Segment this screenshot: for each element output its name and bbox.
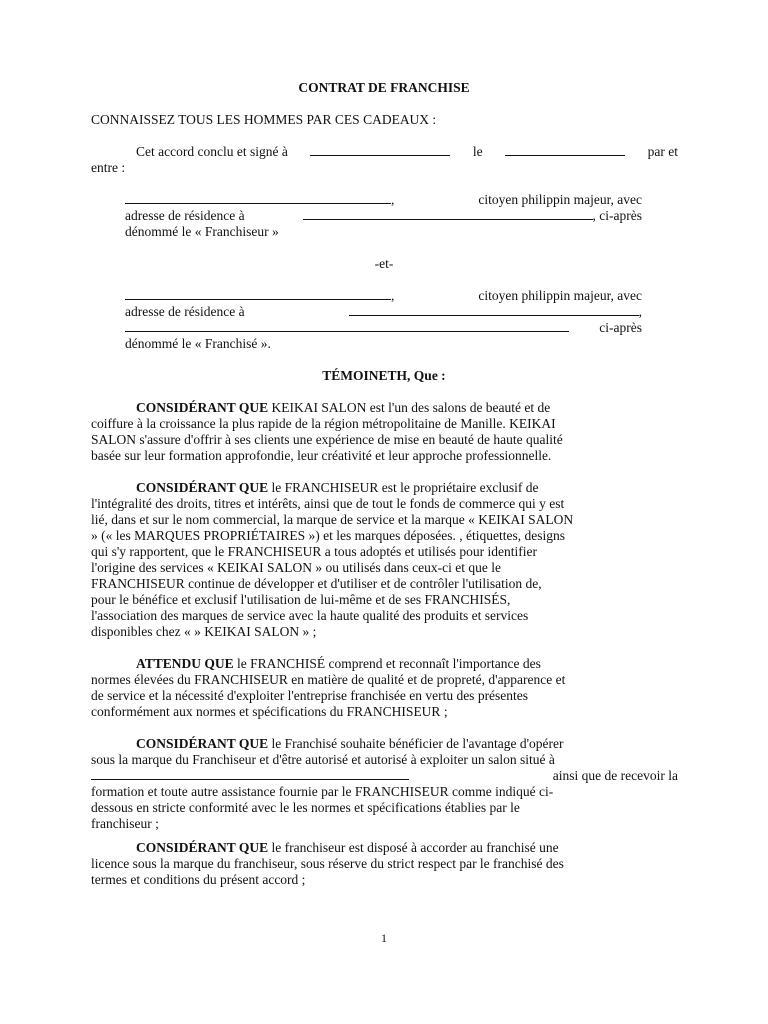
p2-line-6: l'origine des services « KEIKAI SALON » ou utilisés dans ceux-ci et que le (91, 560, 501, 575)
p2-line-5: qui s'y rapportent, que le FRANCHISEUR a tous adoptés et utilisés pour identifier (91, 544, 537, 559)
p1-line-2: coiffure à la croissance la plus rapide de la région métropolitaine de Manille. KEIKAI (91, 416, 556, 431)
contract-title: CONTRAT DE FRANCHISE (298, 80, 470, 95)
place-blank[interactable] (310, 144, 450, 156)
p4-line-4: formation et toute autre assistance fournie par le FRANCHISEUR comme indiqué ci- (91, 784, 554, 799)
p1-line-4: basée sur leur formation approfondie, leur créativité et leur approche professionnelle. (91, 448, 552, 463)
p5-line-2: licence sous la marque du franchiseur, sous réserve du strict respect par le franchisé des (91, 856, 564, 871)
party1-line-2: adresse de résidence à , ci-après (125, 208, 642, 223)
p5-line-1: CONSIDÉRANT QUE le franchiseur est disposé à accorder au franchisé une (136, 840, 559, 855)
intro-line: CONNAISSEZ TOUS LES HOMMES PAR CES CADEAUX : (91, 112, 437, 127)
date-blank[interactable] (505, 144, 625, 156)
p2-line-3: lié, dans et sur le nom commercial, la marque de service et la marque « KEIKAI SALON (91, 512, 574, 527)
witness-heading: TÉMOINETH, Que : (322, 368, 446, 383)
franchisee-address-blank[interactable] (349, 304, 639, 316)
p4-line-2: sous la marque du Franchiseur et d'être autorisé et autorisé à exploiter un salon situé à (91, 752, 555, 767)
accord-line-1: Cet accord conclu et signé à le par et (136, 144, 678, 159)
party2-line-3: ci-après (125, 320, 642, 336)
p2-line-1: CONSIDÉRANT QUE le FRANCHISEUR est le propriétaire exclusif de (136, 480, 539, 495)
p3-line-2: normes élevées du FRANCHISEUR en matière de qualité et de propreté, d'apparence et (91, 672, 566, 687)
p3-line-3: de service et la nécessité d'exploiter l'entreprise franchisée en vertu des présentes (91, 688, 529, 703)
franchisee-name-blank[interactable] (125, 288, 391, 300)
p4-line-1: CONSIDÉRANT QUE le Franchisé souhaite bénéficier de l'avantage d'opérer (136, 736, 564, 751)
franchisor-name-blank[interactable] (125, 192, 391, 204)
p1-line-3: SALON s'assure d'offrir à ses clients une expérience de mise en beauté de haute qualité (91, 432, 563, 447)
p3-line-4: conformément aux normes et spécifications du FRANCHISEUR ; (91, 704, 448, 719)
page-number: 1 (381, 931, 387, 945)
p4-line-6: franchiseur ; (91, 816, 159, 831)
p4-line-5: dessous en stricte conformité avec le les normes et spécifications établies par le (91, 800, 520, 815)
salon-location-blank[interactable] (91, 768, 409, 780)
franchisee-address-blank-2[interactable] (125, 320, 569, 332)
p2-line-8: pour le bénéfice et exclusif l'utilisation de lui-même et de ses FRANCHISÉS, (91, 592, 511, 607)
p2-line-10: disponibles chez « » KEIKAI SALON » ; (91, 624, 317, 639)
p1-line-1: CONSIDÉRANT QUE KEIKAI SALON est l'un des salons de beauté et de (136, 400, 551, 415)
party2-line-2: adresse de résidence à , (125, 304, 642, 319)
p4-line-3: ainsi que de recevoir la (91, 768, 678, 784)
party1-line-3: dénommé le « Franchiseur » (125, 224, 279, 239)
p2-line-7: FRANCHISEUR continue de développer et d'utiliser et de contrôler l'utilisation de, (91, 576, 542, 591)
party2-line-1: , citoyen philippin majeur, avec (125, 288, 642, 304)
party2-line-4: dénommé le « Franchisé ». (125, 336, 271, 351)
p2-line-4: » (« les MARQUES PROPRIÉTAIRES ») et les marques déposées. , étiquettes, designs (91, 528, 565, 543)
franchisor-address-blank[interactable] (303, 208, 593, 220)
accord-line-2: entre : (91, 160, 126, 175)
p5-line-3: termes et conditions du présent accord ; (91, 872, 306, 887)
p3-line-1: ATTENDU QUE le FRANCHISÉ comprend et reconnaît l'importance des (136, 656, 541, 671)
p2-line-2: l'intégralité des droits, titres et intérêts, ainsi que de tout le fonds de commerce qui y est (91, 496, 565, 511)
separator: -et- (374, 256, 394, 271)
p2-line-9: l'association des marques de service avec la haute qualité des produits et services (91, 608, 529, 623)
party1-line-1: , citoyen philippin majeur, avec (125, 192, 642, 208)
